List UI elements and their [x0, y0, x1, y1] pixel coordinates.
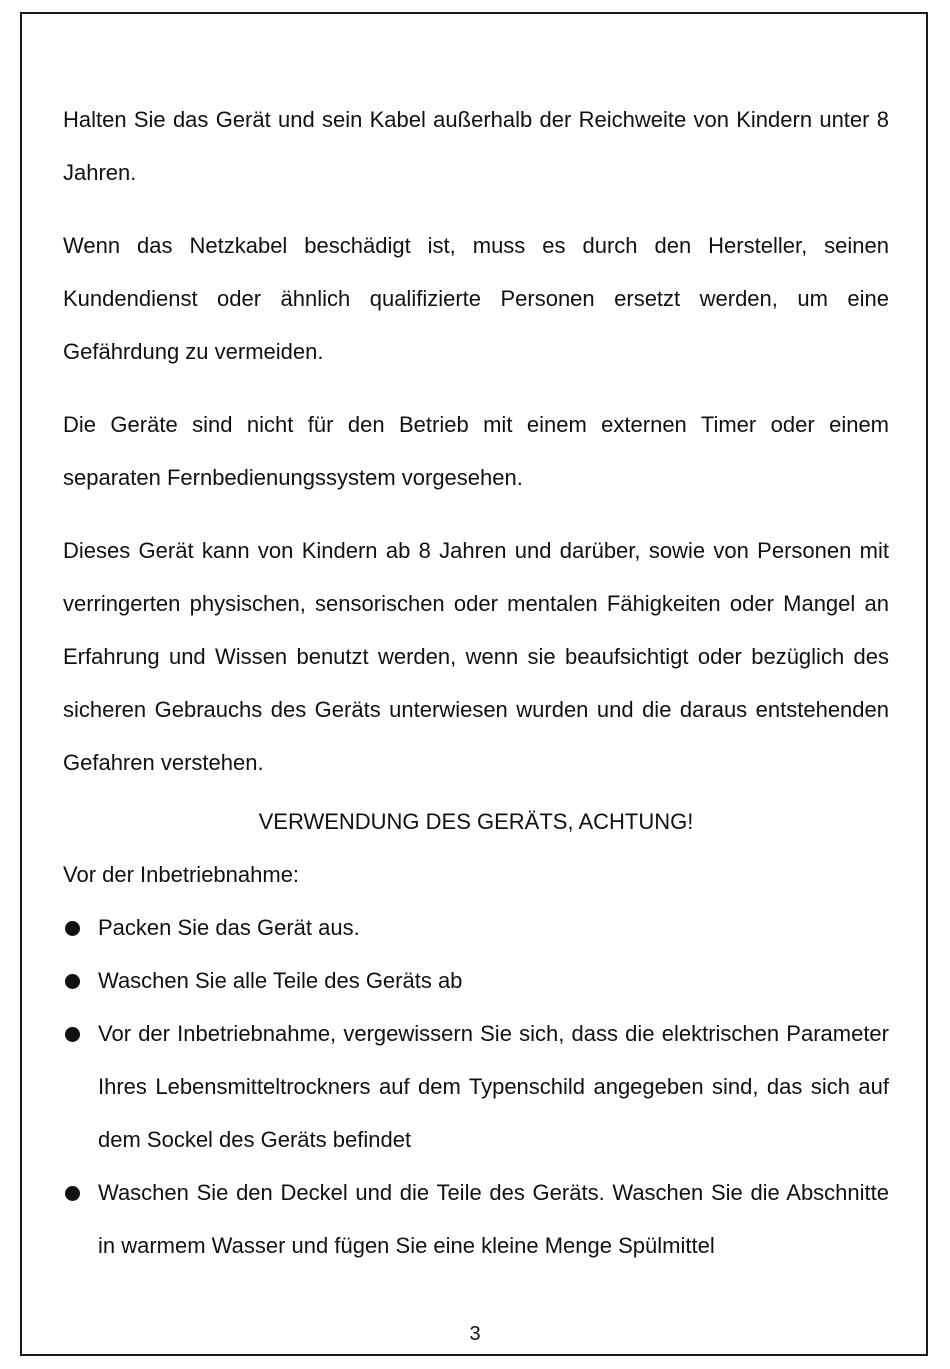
- bullet-icon: [65, 974, 80, 989]
- paragraph-timer: Die Geräte sind nicht für den Betrieb mit einem externen Timer oder einem separaten Fernbedienungssystem vorgesehen.: [63, 412, 889, 490]
- list-item: [63, 901, 889, 954]
- bullet-icon: [65, 1027, 80, 1042]
- list-item-text: Vor der Inbetriebnahme, vergewissern Sie sich, dass die elektrischen Parameter Ihres Lebensmitteltrockners auf dem Typenschild angegeben sind, das sich auf dem Sockel des Geräts befindet: [98, 1021, 889, 1152]
- section-heading: VERWENDUNG DES GERÄTS, ACHTUNG!: [258, 809, 694, 834]
- bullet-icon: [65, 1186, 80, 1201]
- list-item-text: Waschen Sie alle Teile des Geräts ab: [98, 968, 463, 993]
- bullet-list: [63, 901, 889, 1272]
- list-item: [63, 1007, 889, 1166]
- paragraph-power-cord: Wenn das Netzkabel beschädigt ist, muss es durch den Hersteller, seinen Kundendienst oder ähnlich qualifizierte Personen ersetzt werden, um eine Gefährdung zu vermeiden.: [63, 233, 889, 364]
- page-number: 3: [469, 1323, 481, 1345]
- list-item-text: Waschen Sie den Deckel und die Teile des Geräts. Waschen Sie die Abschnitte in warmem Wasser und fügen Sie eine kleine Menge Spülmittel: [98, 1180, 889, 1258]
- list-item-text: Packen Sie das Gerät aus.: [98, 915, 360, 940]
- section-subheading: Vor der Inbetriebnahme:: [63, 862, 300, 887]
- paragraph-children-warning: Halten Sie das Gerät und sein Kabel außerhalb der Reichweite von Kindern unter 8 Jahren.: [63, 107, 889, 185]
- document-body: [63, 93, 889, 1272]
- list-item: [63, 1166, 889, 1272]
- bullet-icon: [65, 921, 80, 936]
- paragraph-supervision: Dieses Gerät kann von Kindern ab 8 Jahren und darüber, sowie von Personen mit verringerten physischen, sensorischen oder mentalen Fähigkeiten oder Mangel an Erfahrung und Wissen benutzt werden, wenn sie beaufsichtigt oder bezüglich des sicheren Gebrauchs des Geräts unterwiesen wurden und die daraus entstehenden Gefahren verstehen.: [63, 538, 889, 775]
- list-item: [63, 954, 889, 1007]
